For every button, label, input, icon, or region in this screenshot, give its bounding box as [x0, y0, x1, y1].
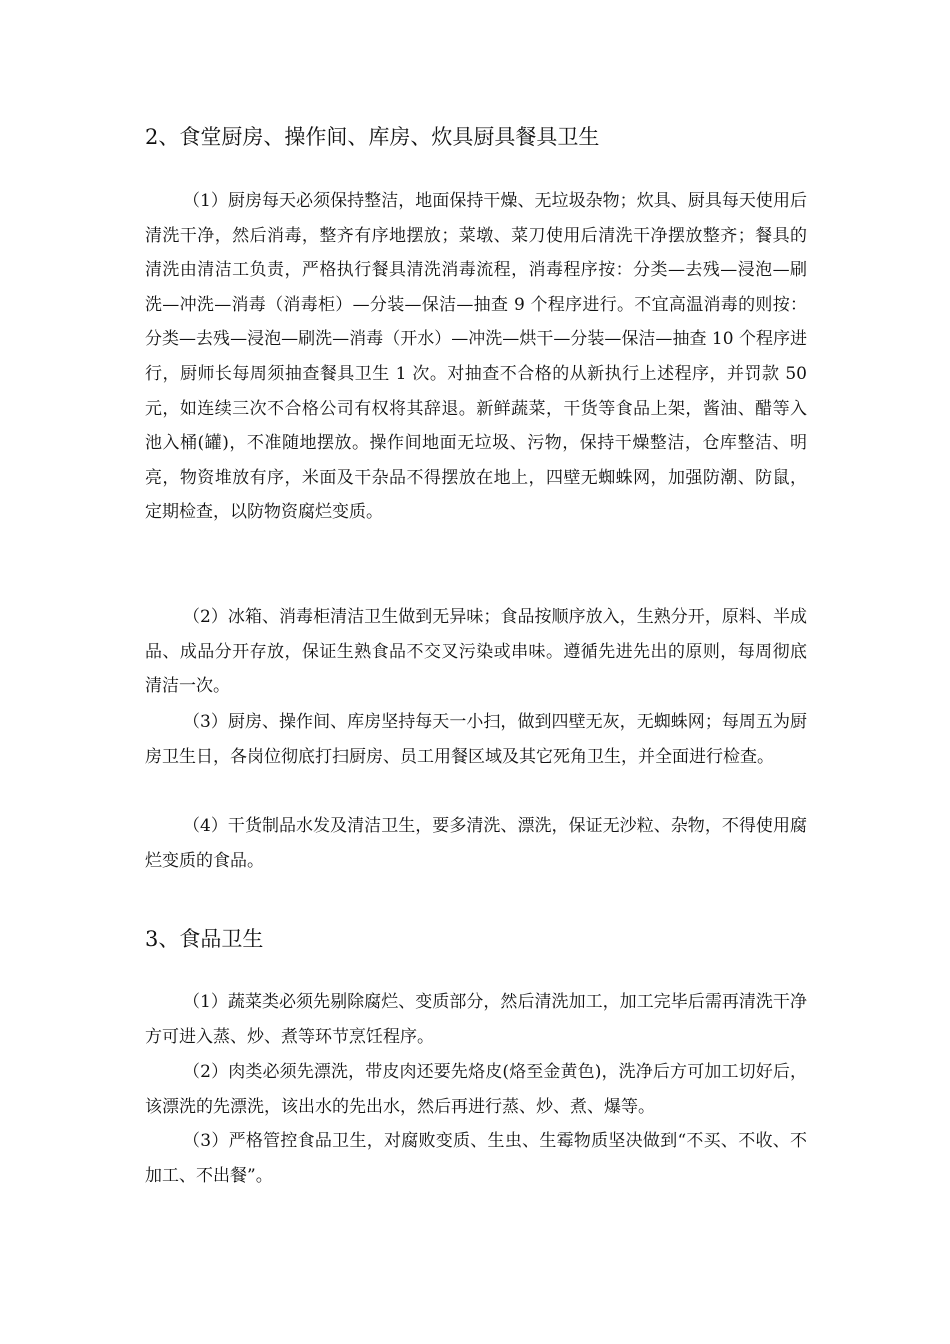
- paragraph-kitchen-4: （4）干货制品水发及清洁卫生，要多清洗、漂洗，保证无沙粒、杂物，不得使用腐烂变质的食品。: [145, 816, 807, 871]
- paragraph-kitchen-2: （2）冰箱、消毒柜清洁卫生做到无异味；食品按顺序放入，生熟分开，原料、半成品、成品分开存放，保证生熟食品不交叉污染或串味。遵循先进先出的原则，每周彻底清洁一次。: [145, 607, 807, 697]
- section-heading-food-hygiene: 3、食品卫生: [145, 927, 264, 951]
- section-heading-kitchen-hygiene: 2、食堂厨房、操作间、库房、炊具厨具餐具卫生: [145, 125, 600, 149]
- paragraph-kitchen-1: （1）厨房每天必须保持整洁，地面保持干燥、无垃圾杂物；炊具、厨具每天使用后清洗干净，然后消毒，整齐有序地摆放；菜墩、菜刀使用后清洗干净摆放整齐；餐具的清洗由清洁工负责，严格执行餐具清洗消毒流程，消毒程序按：分类—去残—浸泡—刷洗—冲洗—消毒（消毒柜）—分装—保洁—抽查 9 个程序进行。不宜高温消毒的则按：分类—去残—浸泡—刷洗—消毒（开水）—冲洗—烘干—分装—保洁—抽查 10 个程序进行，厨师长每周须抽查餐具卫生 1 次。对抽查不合格的从新执行上述程序，并罚款 50 元，如连续三次不合格公司有权将其辞退。新鲜蔬菜，干货等食品上架，酱油、醋等入池入桶(罐)，不准随地摆放。操作间地面无垃圾、污物，保持干燥整洁，仓库整洁、明亮，物资堆放有序，米面及干杂品不得摆放在地上，四壁无蜘蛛网，加强防潮、防鼠，定期检查，以防物资腐烂变质。: [145, 191, 807, 523]
- paragraph-food-1: （1）蔬菜类必须先剔除腐烂、变质部分，然后清洗加工，加工完毕后需再清洗干净方可进入蒸、炒、煮等环节烹饪程序。: [145, 992, 807, 1047]
- paragraph-kitchen-3: （3）厨房、操作间、库房坚持每天一小扫，做到四壁无灰，无蜘蛛网；每周五为厨房卫生日，各岗位彻底打扫厨房、员工用餐区域及其它死角卫生，并全面进行检查。: [145, 712, 807, 767]
- paragraph-food-2: （2）肉类必须先漂洗，带皮肉还要先烙皮(烙至金黄色)，洗净后方可加工切好后，该漂洗的先漂洗，该出水的先出水，然后再进行蒸、炒、煮、爆等。: [145, 1062, 807, 1117]
- paragraph-food-3: （3）严格管控食品卫生，对腐败变质、生虫、生霉物质坚决做到“不买、不收、不加工、不出餐”。: [145, 1131, 807, 1186]
